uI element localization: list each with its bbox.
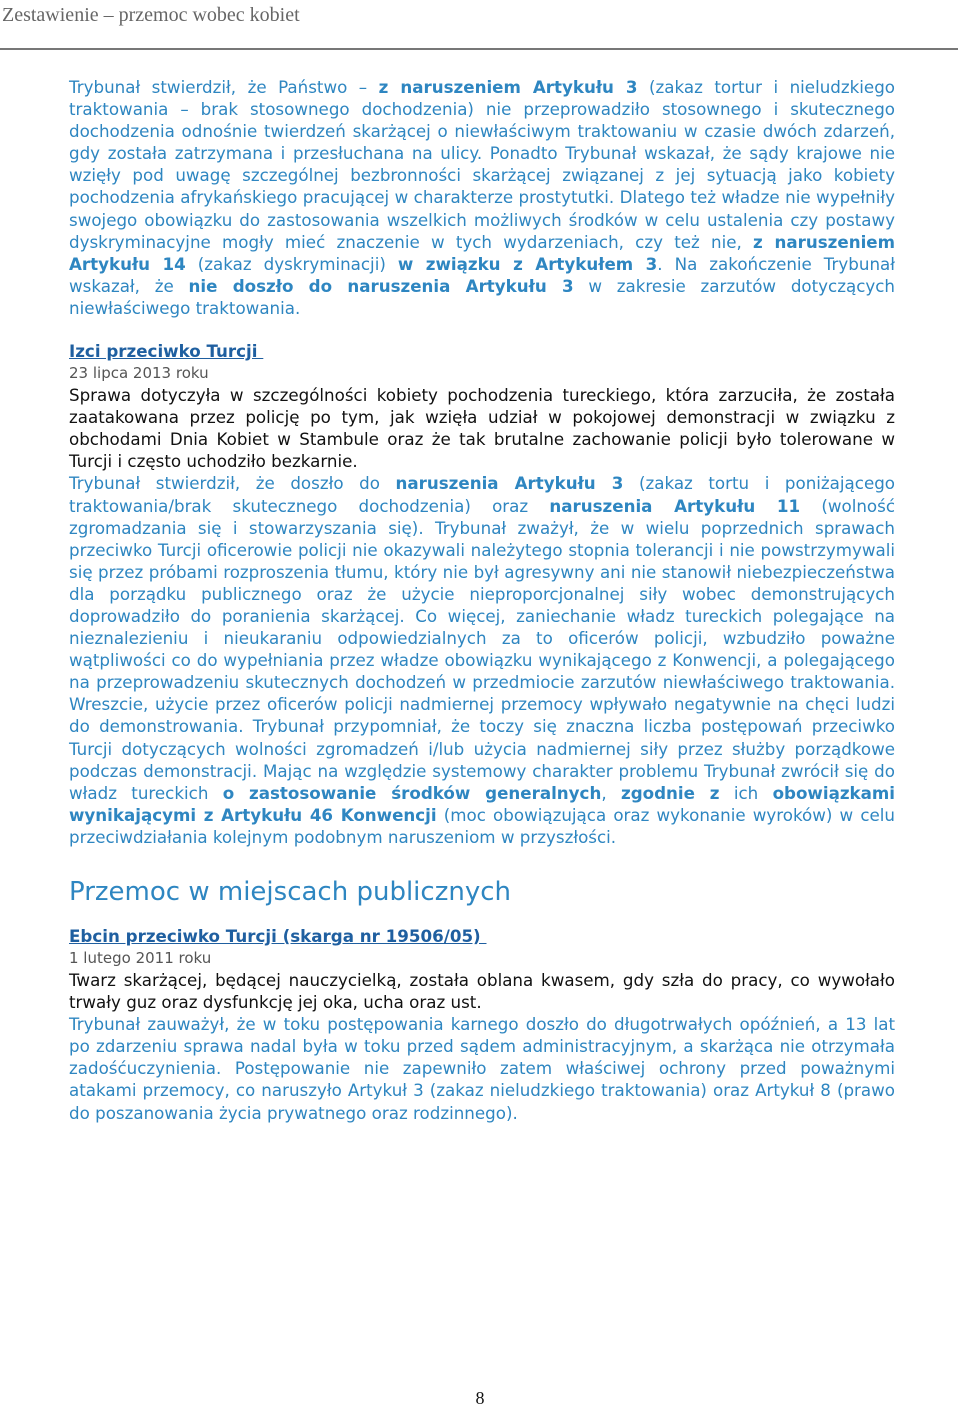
page-content bbox=[69, 76, 895, 1124]
case-title-ebcin[interactable]: Ebcin przeciwko Turcji (skarga nr 19506/05) bbox=[69, 926, 487, 946]
emphasized-run: nie doszło do naruszenia Artykułu 3 bbox=[188, 275, 574, 296]
case-title-izci[interactable]: Izci przeciwko Turcji bbox=[69, 341, 264, 362]
emphasized-run: naruszenia Artykułu 11 bbox=[549, 495, 801, 516]
emphasized-run: , bbox=[601, 782, 621, 803]
case-facts-ebcin: Twarz skarżącej, będącej nauczycielką, została oblana kwasem, gdy szła do pracy, co wywołało trwały guz oraz dysfunkcję jej oka, ucha oraz ust. bbox=[69, 970, 895, 1013]
ruling-paragraph-1 bbox=[69, 76, 895, 319]
emphasized-run: z naruszeniem Artykułu 14 bbox=[69, 231, 895, 274]
case-facts-izci: Sprawa dotyczyła w szczególności kobiety pochodzenia tureckiego, która zarzuciła, że została zaatakowana przez policję po tym, jak wzięła udział w pokojowej demonstracji w związku z obchodami Dnia Kobiet w Stambule oraz że tak brutalne zachowanie policji było tolerowane w Turcji i często uchodziło bezkarnie. bbox=[69, 385, 895, 472]
emphasized-run: (zakaz tortu i poniżającego traktowania/brak skutecznego dochodzenia) oraz bbox=[69, 473, 896, 516]
case-date-ebcin: 1 lutego 2011 roku bbox=[69, 949, 212, 967]
section-heading: Przemoc w miejscach publicznych bbox=[69, 877, 511, 907]
emphasized-run: w związku z Artykułem 3 bbox=[397, 253, 658, 274]
emphasized-run: obowiązkami wynikającymi z Artykułu 46 Konwencji bbox=[69, 782, 896, 825]
emphasized-run: w zakresie zarzutów dotyczących niewłaściwego traktowania. bbox=[69, 275, 896, 318]
emphasized-run: (moc obowiązująca oraz wykonanie wyroków) w celu przeciwdziałania kolejnym podobnym naruszeniom w przyszłości. bbox=[69, 804, 896, 847]
running-title: Zestawienie – przemoc wobec kobiet bbox=[2, 4, 300, 26]
emphasized-run: ich bbox=[719, 782, 773, 803]
header-rule bbox=[0, 48, 958, 50]
emphasized-run: Trybunał stwierdził, że Państwo – bbox=[69, 77, 379, 97]
emphasized-run: (wolność zgromadzania się i stowarzyszania się). Trybunał zważył, że w wielu poprzednich sprawach przeciwko Turcji oficerowie policji nie okazywali należytego stopnia tolerancji i nie powstrzymywali się przez próbami rozproszenia tłumu, który nie był agresywny ani nie stanowił niebezpieczeństwa dla porządku publicznego oraz że użycie nieproporcjonalnej siły wobec demonstrujących doprowadziło do poranienia skarżącej. Co więcej, zaniechanie władz tureckich polegające na nieznalezieniu i nieukaraniu odpowiedzialnych za to oficerów policji, wzbudziło poważne wątpliwości co do wypełniania przez władze obowiązku wynikającego z Konwencji, a polegającego na przeprowadzeniu skutecznych dochodzeń w przedmiocie zarzutów niewłaściwego traktowania. Wreszcie, użycie przez oficerów policji nadmiernej przemocy wpływało negatywnie na chęci ludzi do demonstrowania. Trybunał przypomniał, że toczy się znaczna liczba postępowań przeciwko Turcji dotyczących wolności zgromadzeń i/lub użycia nadmiernej siły przez służby porządkowe podczas demonstracji. Mając na względzie systemowy charakter problemu Trybunał zwrócił się do władz tureckich bbox=[69, 495, 896, 803]
emphasized-run: o zastosowanie środków generalnych bbox=[222, 782, 602, 803]
emphasized-run: naruszenia Artykułu 3 bbox=[395, 473, 624, 494]
case-ruling-izci bbox=[69, 472, 895, 848]
case-date-izci: 23 lipca 2013 roku bbox=[69, 364, 209, 383]
emphasized-run: . Na zakończenie Trybunał wskazał, że bbox=[69, 253, 895, 296]
emphasized-run: (zakaz tortur i nieludzkiego traktowania – brak stosownego dochodzenia) nie przeprowadziło stosownego i skutecznego dochodzenia odnośnie twierdzeń skarżącej o niewłaściwym traktowaniu w czasie dwóch zdarzeń, gdy została zatrzymana i przesłuchana na ulicy. Ponadto Trybunał wskazał, że sądy krajowe nie wzięły pod uwagę szczególnej bezbronności skarżącej związanej z jej sytuacją jako kobiety pochodzenia afrykańskiego pracującej w charakterze prostytutki. Dlatego też władze nie wypełniły swojego obowiązku do zastosowania wszelkich możliwych środków w celu ustalenia czy postawy dyskryminacyjne mogły mieć znaczenie w tych wydarzeniach, czy też nie, bbox=[69, 77, 895, 252]
running-header bbox=[0, 0, 960, 48]
emphasized-run: Trybunał stwierdził, że doszło do bbox=[69, 473, 396, 494]
emphasized-run: z naruszeniem Artykułu 3 bbox=[378, 77, 638, 97]
case-ruling-ebcin: Trybunał zauważył, że w toku postępowania karnego doszło do długotrwałych opóźnień, a 13 lat po zdarzeniu sprawa nadal była w toku przed sądem administracyjnym, a skarżąca nie otrzymała zadośćuczynienia. Postępowanie nie zapewniło zatem właściwej ochrony przed poważnymi atakami przemocy, co naruszyło Artykuł 3 (zakaz nieludzkiego traktowania) oraz Artykuł 8 (prawo do poszanowania życia prywatnego oraz rodzinnego). bbox=[69, 1014, 895, 1123]
emphasized-run: (zakaz dyskryminacji) bbox=[185, 253, 398, 274]
emphasized-run: zgodnie z bbox=[620, 782, 720, 803]
page-number: 8 bbox=[475, 1388, 485, 1408]
